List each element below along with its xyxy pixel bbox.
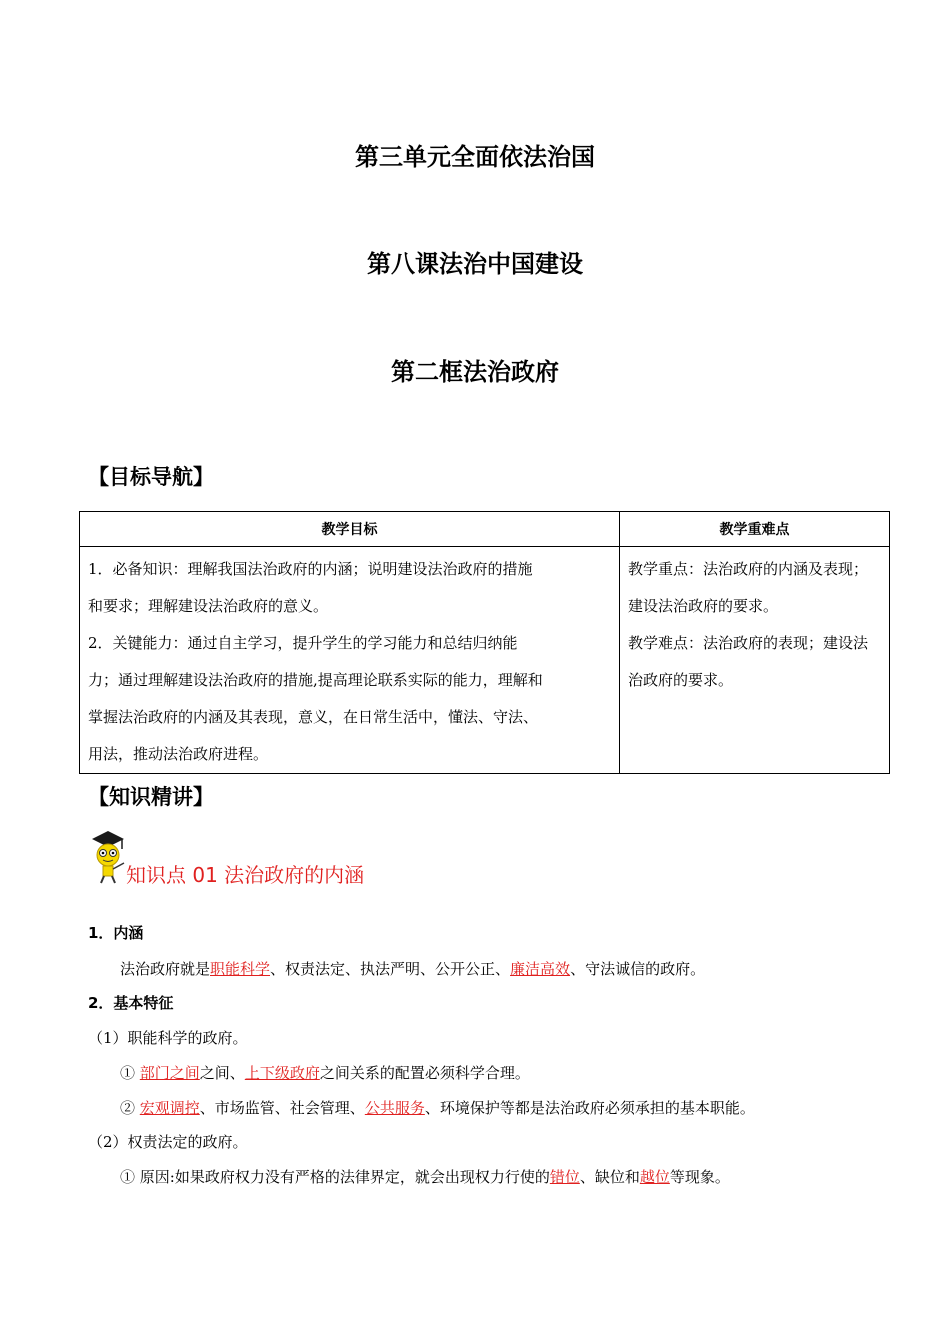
definition-paragraph [120,958,705,979]
text-span: 、环境保护等都是法治政府必须承担的基本职能。 [424,1099,755,1117]
key-points-cell [620,547,890,774]
item-1-1 [120,1062,530,1083]
knowledge-point-title: 知识点 01 法治政府的内涵 [126,863,365,887]
highlight-term: 错位 [549,1168,580,1186]
highlight-term: 部门之间 [139,1064,200,1082]
goal-line: 1．必备知识：理解我国法治政府的内涵；说明建设法治政府的措施 [88,560,533,578]
highlight-term: 越位 [639,1168,670,1186]
unit-title: 第三单元全面依法治国 [355,143,595,171]
goal-line: 2．关键能力：通过自主学习，提升学生的学习能力和总结归纳能 [88,634,518,652]
text-span: 、守法诚信的政府。 [570,960,706,978]
frame-title: 第二框法治政府 [391,358,559,386]
content-heading-1: 1．内涵 [88,924,144,942]
highlight-term: 上下级政府 [244,1064,320,1082]
knowledge-heading: 【知识精讲】 [88,785,214,809]
key-point-line: 教学重点：法治政府的内涵及表现； [628,560,869,578]
text-span: ① 原因:如果政府权力没有严格的法律界定，就会出现权力行使的 [120,1168,550,1186]
item-2-1 [120,1166,730,1187]
text-span: ① [120,1064,140,1082]
subheading-2: （2）权责法定的政府。 [88,1133,248,1151]
text-span: ② [120,1099,140,1117]
key-point-line: 教学难点：法治政府的表现；建设法 [628,634,869,652]
text-span: 、市场监管、社会管理、 [199,1099,365,1117]
text-span: 法治政府就是 [120,960,211,978]
highlight-term: 宏观调控 [139,1099,200,1117]
goal-line: 用法，推动法治政府进程。 [88,745,269,763]
key-point-line: 治政府的要求。 [628,671,734,689]
knowledge-point-header [88,829,488,885]
item-1-2 [120,1097,755,1118]
goal-line: 力；通过理解建设法治政府的措施,提高理论联系实际的能力，理解和 [88,671,543,689]
lesson-title: 第八课法治中国建设 [367,250,583,278]
goals-header: 教学目标 [80,512,620,547]
subheading-1: （1）职能科学的政府。 [88,1029,248,1047]
goal-line: 掌握法治政府的内涵及其表现，意义，在日常生活中，懂法、守法、 [88,708,539,726]
graduation-cap-mascot-icon [88,829,128,885]
goals-table [79,511,890,774]
goals-cell [80,547,620,774]
text-span: 之间关系的配置必须科学合理。 [319,1064,530,1082]
highlight-term: 职能科学 [210,960,271,978]
key-points-header: 教学重难点 [620,512,890,547]
key-point-line: 建设法治政府的要求。 [628,597,779,615]
goal-line: 和要求；理解建设法治政府的意义。 [88,597,329,615]
nav-heading: 【目标导航】 [88,465,214,489]
highlight-term: 廉洁高效 [510,960,571,978]
highlight-term: 公共服务 [364,1099,425,1117]
text-span: 之间、 [199,1064,245,1082]
text-span: 、权责法定、执法严明、公开公正、 [270,960,511,978]
text-span: 、缺位和 [579,1168,640,1186]
content-heading-2: 2．基本特征 [88,994,174,1012]
text-span: 等现象。 [669,1168,730,1186]
